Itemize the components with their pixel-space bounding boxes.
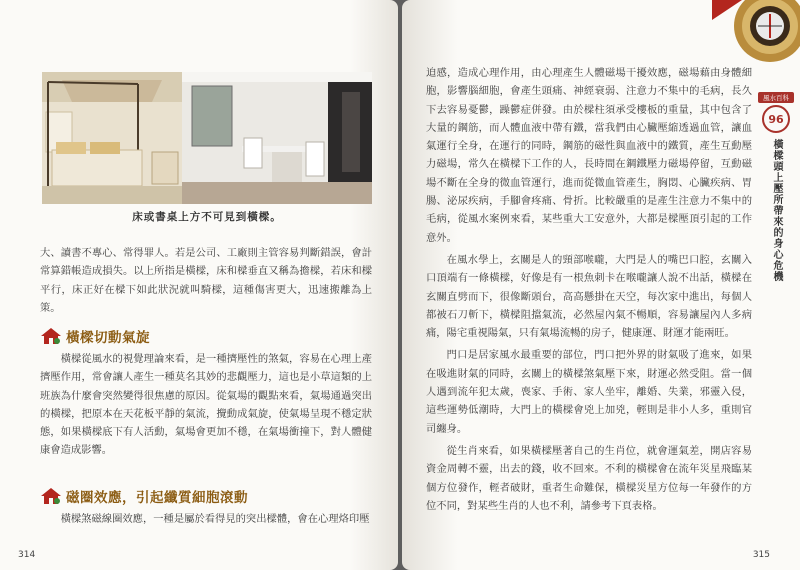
page-number-left: 314 (18, 550, 36, 560)
section-body-1-wrap (40, 350, 372, 460)
right-text-column (426, 64, 752, 515)
intro-paragraph: 大、讀書不專心、常得罪人。若是公司、工廠則主管容易判斷錯誤，會計常算錯帳造成損失。以上所指是橫樑，床和樑垂直又稱為擔樑，若床和樑平行，床正好在樑下如此狀況就叫騎樑，這種傷害更大，迅速搬離為上策。 (40, 247, 372, 314)
section-body-1: 橫樑從風水的視覺理論來看，是一種擠壓性的煞氣，容易在心理上產擠壓作用，常會讓人產生一種莫名其妙的悲觀壓力，這也是小草這類的上班族為什麼會突然變得很焦慮的原因。從氣場的觀點來看，氣場通過突出的橫樑，把原本在天花板平靜的氣流，攪動成氣旋，使氣場呈現不穩定狀態，如果橫樑底下有人活動，氣場會更加不穩，在氣場衝撞下，對人體健康會造成影響。 (40, 353, 372, 457)
page-number-right: 315 (752, 550, 770, 560)
left-page (0, 0, 398, 570)
right-paragraph: 迫感，造成心理作用，由心理產生人體磁場干擾效應，磁場藉由身體細胞，影響腦細胞，會產生頭痛、神經衰弱、注意力不集中的毛病，長久下去容易憂鬱，躁鬱症併發。由於樑柱須承受樓板的重量，其中包含了大量的鋼筋，而人體血液中帶有鐵，當我們由心臟壓縮透過血管，讓血氣運行全身，在運行的同時，鋼筋的磁性與血液中的鐵質，產生互動壓力磁場，常久在橫樑下工作的人，長時間在鋼鐵壓力磁場停留，互動磁場不斷在全身的微血管運行，進而從微血管產生，胸悶、心臟疾病、胃腸、泌尿疾病，手腳會疼痛、骨折。比較嚴重的是產生注意力不集中的毛病，從風水案例來看，某些重大工安意外，大都是樑壓頂引起的工作意外。 (426, 67, 752, 244)
section-body-2-wrap (40, 510, 372, 528)
chapter-side-tab (758, 92, 794, 282)
compass-icon (712, 0, 800, 80)
house-icon (40, 487, 62, 505)
section-heading-1 (40, 326, 150, 346)
section-title-1: 橫樑切動氣旋 (66, 330, 150, 346)
section-title-2: 磁圈效應，引起纖質細胞滾動 (66, 490, 248, 506)
right-paragraph: 在風水學上，玄關是人的頸部喉嚨，大門是人的嘴巴口腔，玄關入口頂端有一條橫樑，好像是有一根魚刺卡在喉嚨讓人說不出話，橫樑在玄關直劈而下，很像斷頭台，高高懸掛在天空，每次家中進出，每個人都被石刀斬下，橫樑阻擋氣流，必然屋內氣不暢順，容易讓屋內人多病痛，陽宅重視陽氣，只有氣場流暢的房子，健康運、財運才能兩旺。 (426, 253, 752, 340)
photo-illustration (42, 72, 372, 204)
right-page (402, 0, 800, 570)
section-heading-2 (40, 486, 248, 506)
side-tab-number: 96 (762, 105, 790, 133)
bedroom-office-photo (42, 72, 372, 204)
side-tab-series: 風水百科 (758, 92, 794, 103)
right-paragraph: 門口是居家風水最重要的部位，門口把外界的財氣吸了進來，如果在吸進財氣的同時，玄關上的橫樑煞氣壓下來，財運必然受阻。當一個人遇到流年犯太歲，喪家、手術、家人坐牢，離婚、失業，邪靈入侵，這些運勢低潮時，大門上的橫樑會兇上加兇，輕則是非小人多，重則官司纏身。 (426, 349, 752, 435)
photo-caption: 床或書桌上方不可見到橫樑。 (132, 211, 282, 223)
right-paragraph: 從生肖來看，如果橫樑壓著自己的生肖位，就會運氣差，開店容易資金周轉不靈，出去的錢，收不回來。不利的橫樑會在流年災星飛臨某個方位發作，輕者破財，重者生命難保，橫樑災星方位每一年發作的方位不同，對某些生肖的人也不利，請參考下頁表格。 (426, 444, 752, 512)
house-icon (40, 327, 62, 345)
side-tab-vertical-title: 橫樑頭上壓所帶來的身心危機 (771, 139, 782, 282)
section-body-2: 橫樑煞磁線圈效應，一種是屬於看得見的突出樑體，會在心理烙印壓 (60, 513, 370, 525)
intro-text (40, 244, 372, 317)
